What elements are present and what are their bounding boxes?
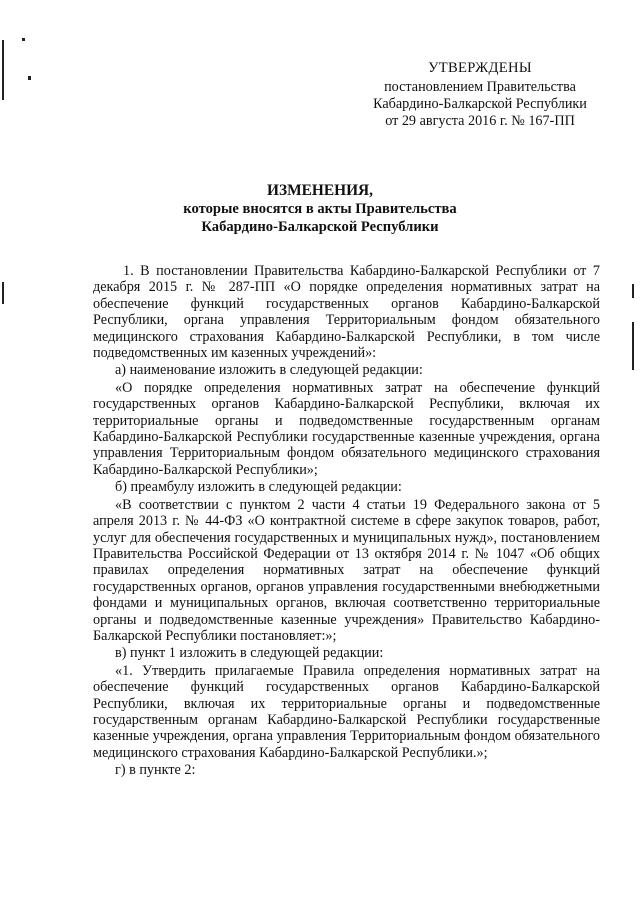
- scan-edge-left-1: [2, 40, 4, 100]
- paragraph-4: б) преамбулу изложить в следующей редакции:: [115, 479, 402, 496]
- scan-mark-left-2: [28, 76, 31, 80]
- paragraph-6: в) пункт 1 изложить в следующей редакции:: [115, 645, 384, 662]
- scan-edge-right-2: [632, 322, 634, 370]
- paragraph-7: «1. Утвердить прилагаемые Правила определения нормативных затрат на обеспечение функций государственных органов Кабардино-Балкарской Республики, включая их территориальные органы и подведомственные государственным органам Кабардино-Балкарской Республики государственные казенные учреждения, органа управления Территориальным фондом обязательного медицинского страхования Кабардино-Балкарской Республики.»;: [93, 662, 600, 761]
- paragraph-8: г) в пункте 2:: [115, 762, 196, 779]
- paragraph-1: 1. В постановлении Правительства Кабардино-Балкарской Республики от 7 декабря 2015 г. № 287-ПП «О порядке определения нормативных затрат на обеспечение функций государственных органов Кабардино-Балкарской Республики, органа управления Территориальным фондом обязательного медицинского страхования Кабардино-Балкарской Республики, в том числе подведомственных им казенных учреждений»:: [93, 263, 600, 362]
- scan-edge-right-1: [632, 284, 634, 298]
- approval-line-3: от 29 августа 2016 г. № 167-ПП: [385, 113, 575, 129]
- scan-edge-left-2: [2, 282, 4, 304]
- document-title: [150, 182, 490, 236]
- title-line-2: которые вносятся в акты Правительства: [183, 201, 457, 217]
- approval-heading: УТВЕРЖДЕНЫ: [428, 60, 532, 76]
- paragraph-5: «В соответствии с пунктом 2 части 4 статьи 19 Федерального закона от 5 апреля 2013 г. № 44-ФЗ «О контрактной системе в сфере закупок товаров, работ, услуг для обеспечения государственных и муниципальных нужд», постановлением Правительства Российской Федерации от 13 октября 2014 г. № 1047 «Об общих правилах определения нормативных затрат на обеспечение функций государственных органов, органов управления государственными внебюджетными фондами и муниципальных органов, включая соответственно территориальные органы и подведомственные казенные учреждения» Правительство Кабардино-Балкарской Республики постановляет:»;: [93, 496, 600, 644]
- paragraph-3: «О порядке определения нормативных затрат на обеспечение функций государственных органов Кабардино-Балкарской Республики, включая их территориальные органы и подведомственные государственным органам Кабардино-Балкарской Республики государственные казенные учреждения, органа управления Территориальным фондом обязательного медицинского страхования Кабардино-Балкарской Республики»;: [93, 379, 600, 478]
- paragraph-2: а) наименование изложить в следующей редакции:: [115, 362, 423, 379]
- approval-line-1: постановлением Правительства: [384, 79, 576, 95]
- approval-block: [360, 60, 600, 130]
- title-line-3: Кабардино-Балкарской Республики: [201, 219, 439, 235]
- title-line-1: ИЗМЕНЕНИЯ,: [266, 182, 374, 199]
- approval-line-2: Кабардино-Балкарской Республики: [373, 96, 587, 112]
- document-body: [93, 263, 600, 780]
- scan-mark-left-1: [22, 38, 25, 41]
